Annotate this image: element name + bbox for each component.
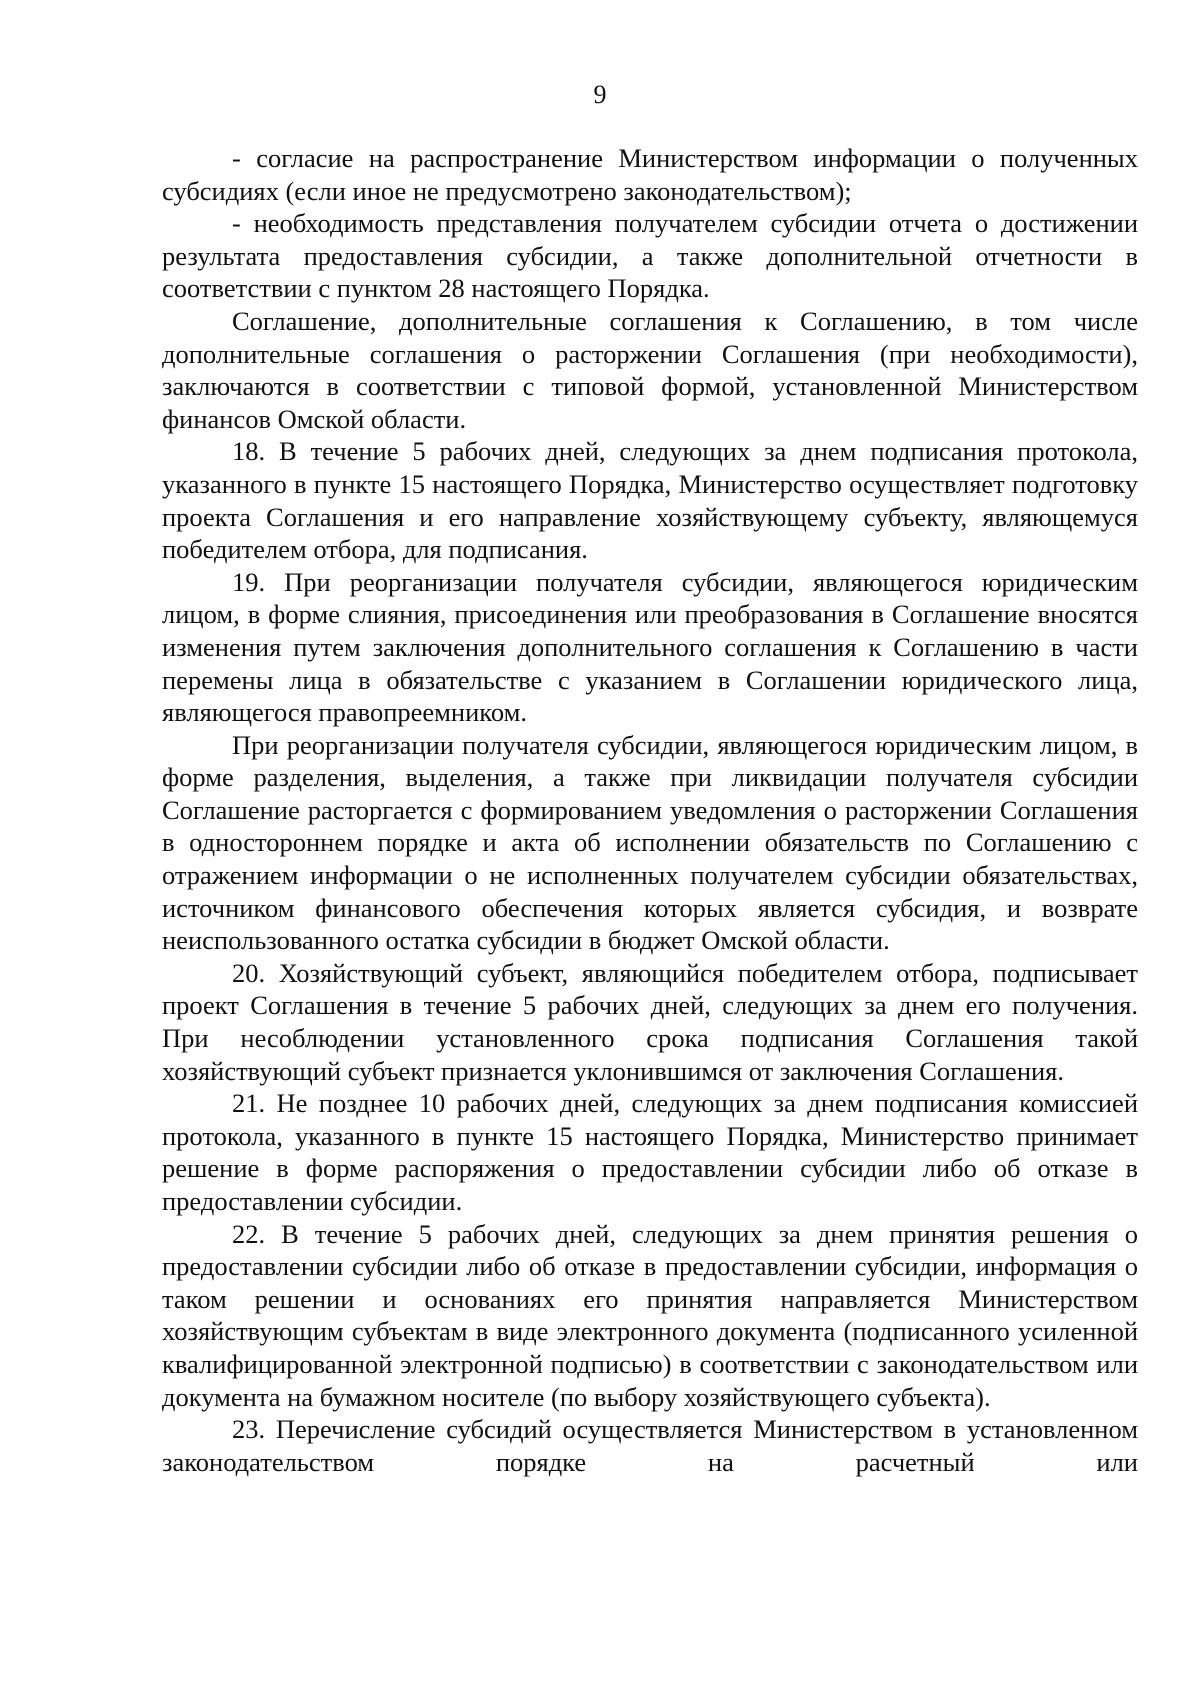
paragraph-consent: - согласие на распространение Министерством информации о полученных субсидиях (если иное не предусмотрено законодательством); xyxy=(162,143,1138,206)
document-body xyxy=(162,142,1138,1478)
paragraph-clause-19: 19. При реорганизации получателя субсидии, являющегося юридическим лицом, в форме слияния, присоединения или преобразования в Соглашение вносятся изменения путем заключения дополнительного соглашения к Соглашению в части перемены лица в обязательстве с указанием в Соглашении юридического лица, являющегося правопреемником. xyxy=(162,566,1138,728)
paragraph-clause-23: 23. Перечисление субсидий осуществляется Министерством в установленном законодательством порядке на расчетный или xyxy=(162,1414,1138,1477)
paragraph-clause-21: 21. Не позднее 10 рабочих дней, следующих за днем подписания комиссией протокола, указанного в пункте 15 настоящего Порядка, Министерство принимает решение в форме распоряжения о предоставлении субсидии либо об отказе в предоставлении субсидии. xyxy=(162,1088,1138,1216)
page-number: 9 xyxy=(593,80,607,109)
paragraph-agreement-form: Соглашение, дополнительные соглашения к Соглашению, в том числе дополнительные соглашения о расторжении Соглашения (при необходимости), заключаются в соответствии с типовой формой, установленной Министерством финансов Омской области. xyxy=(162,305,1138,434)
paragraph-clause-22: 22. В течение 5 рабочих дней, следующих за днем принятия решения о предоставлении субсидии либо об отказе в предоставлении субсидии, информация о таком решении и основаниях его принятия направляется Министерством хозяйствующим субъектам в виде электронного документа (подписанного усиленной квалифицированной электронной подписью) в соответствии с законодательством или документа на бумажном носителе (по выбору хозяйствующего субъекта). xyxy=(162,1218,1138,1412)
paragraph-clause-19-reorganization: При реорганизации получателя субсидии, являющегося юридическим лицом, в форме разделения, выделения, а также при ликвидации получателя субсидии Соглашение расторгается с формированием уведомления о расторжении Соглашения в одностороннем порядке и акта об исполнении обязательств по Соглашению с отражением информации о не исполненных получателем субсидии обязательствах, источником финансового обеспечения которых является субсидия, и возврате неиспользованного остатка субсидии в бюджет Омской области. xyxy=(162,729,1138,956)
paragraph-clause-18: 18. В течение 5 рабочих дней, следующих за днем подписания протокола, указанного в пункте 15 настоящего Порядка, Министерство осуществляет подготовку проекта Соглашения и его направление хозяйствующему субъекту, являющемуся победителем отбора, для подписания. xyxy=(162,436,1138,565)
paragraph-report-requirement: - необходимость представления получателем субсидии отчета о достижении результата предоставления субсидии, а также дополнительной отчетности в соответствии с пунктом 28 настоящего Порядка. xyxy=(162,208,1138,304)
paragraph-clause-20: 20. Хозяйствующий субъект, являющийся победителем отбора, подписывает проект Соглашения в течение 5 рабочих дней, следующих за днем его получения. При несоблюдении установленного срока подписания Соглашения такой хозяйствующий субъект признается уклонившимся от заключения Соглашения. xyxy=(162,957,1138,1086)
